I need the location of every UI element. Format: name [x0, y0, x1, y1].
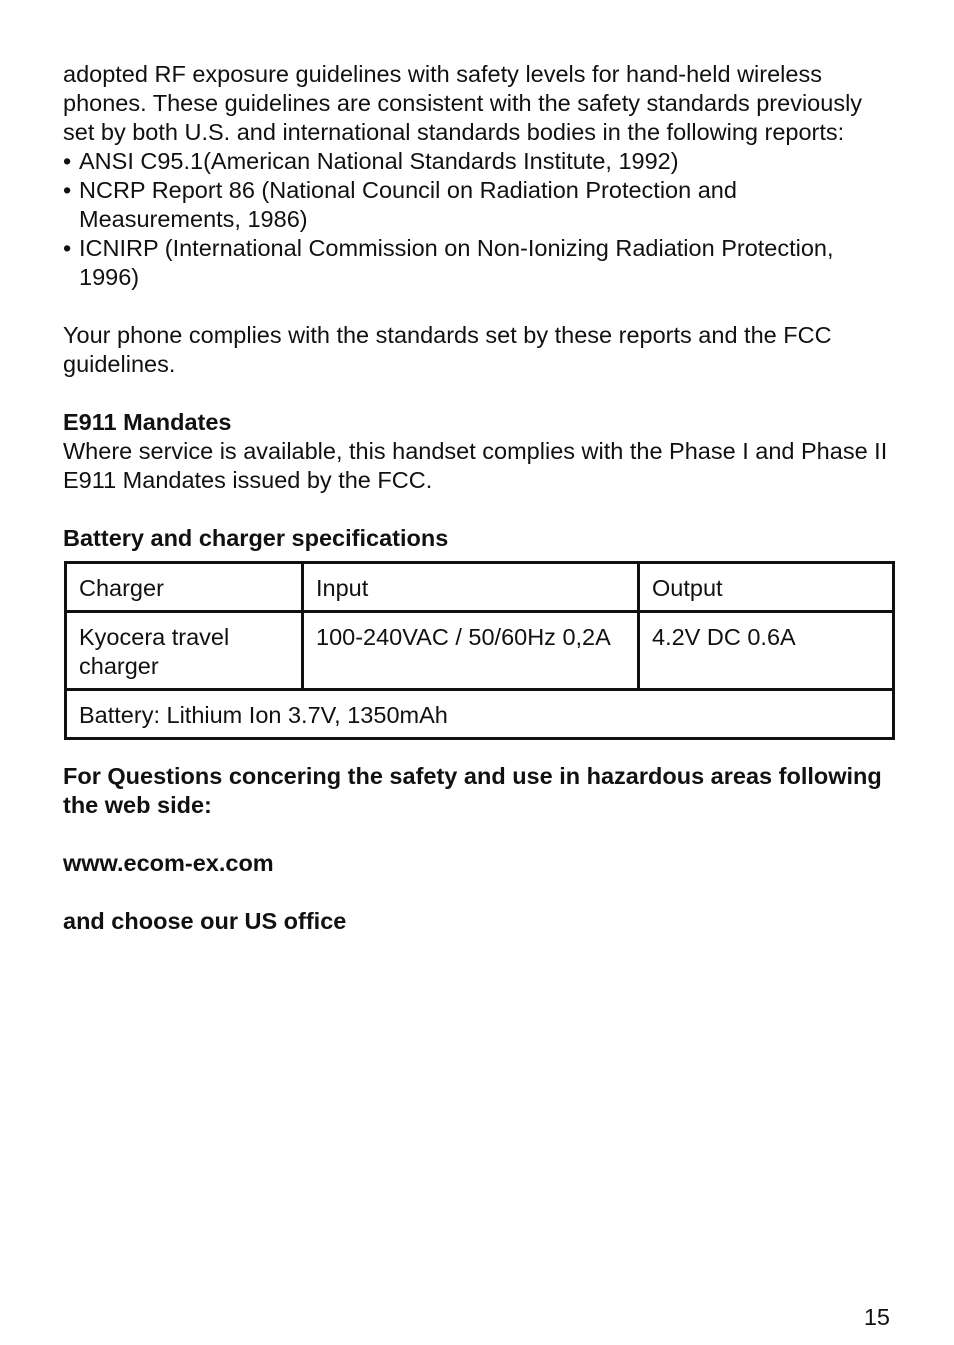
- table-row: [66, 690, 894, 739]
- bullet: •: [63, 148, 72, 174]
- e911-heading: E911 Mandates: [63, 409, 232, 435]
- list-item: • ANSI C95.1(American National Standards Institute, 1992): [63, 148, 679, 174]
- list-item: • ICNIRP (International Commission on Non-Ionizing Radiation Protection, 1996): [63, 235, 834, 290]
- table-header-row: [66, 563, 894, 612]
- header-input: Input: [303, 563, 639, 612]
- specs-table: [64, 561, 895, 740]
- bullet: •: [63, 177, 72, 203]
- reports-list: [63, 147, 893, 292]
- document-page: [63, 60, 893, 936]
- battery-heading: Battery and charger specifications: [63, 525, 449, 551]
- cell-input: 100-240VAC / 50/60Hz 0,2A: [303, 612, 639, 690]
- list-item: • NCRP Report 86 (National Council on Radiation Protection and Measurements, 1986): [63, 177, 737, 232]
- header-output: Output: [639, 563, 894, 612]
- website-text: www.ecom-ex.com: [63, 850, 274, 876]
- cell-battery: Battery: Lithium Ion 3.7V, 1350mAh: [66, 690, 894, 739]
- table-row: [66, 612, 894, 690]
- e911-text: Where service is available, this handset complies with the Phase I and Phase II E911 Mandates issued by the FCC.: [63, 438, 888, 493]
- cell-output: 4.2V DC 0.6A: [639, 612, 894, 690]
- cell-charger: Kyocera travel charger: [66, 612, 303, 690]
- bullet: •: [63, 235, 72, 261]
- office-text: and choose our US office: [63, 908, 347, 934]
- header-charger: Charger: [66, 563, 303, 612]
- questions-text: For Questions concering the safety and use in hazardous areas following the web side:: [63, 763, 882, 818]
- intro-paragraph: adopted RF exposure guidelines with safety levels for hand-held wireless phones. These guidelines are consistent with the safety standards previously set by both U.S. and international standards bodies in the following reports:: [63, 61, 863, 145]
- page-number: 15: [863, 1304, 890, 1330]
- compliance-paragraph: Your phone complies with the standards set by these reports and the FCC guidelines.: [63, 322, 832, 377]
